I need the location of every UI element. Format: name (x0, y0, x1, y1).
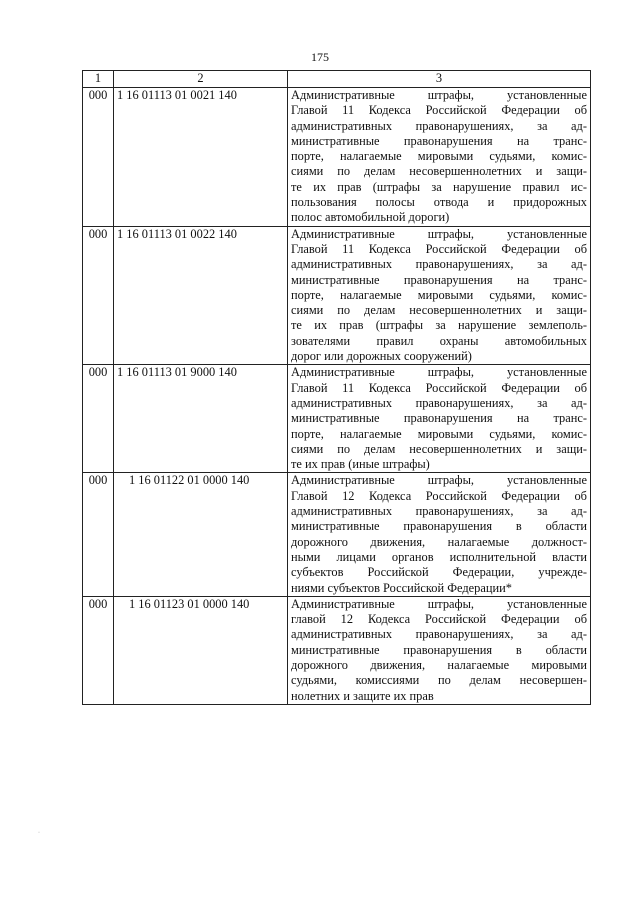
margin-mark: · (38, 830, 40, 836)
description-line: нолетних и защите их прав (291, 688, 434, 703)
description-line: субъектов Российской Федерации, учрежде- (291, 565, 587, 580)
description-line: порте, налагаемые мировыми судьями, комис- (291, 287, 587, 302)
table-row (83, 88, 591, 227)
description-line: министративные правонарушения на транс- (291, 133, 587, 148)
admin-code-cell: 000 (83, 365, 114, 473)
admin-code-cell: 000 (83, 226, 114, 365)
table-row (83, 473, 591, 596)
description-line: те их прав (штрафы за нарушение землеполь- (291, 318, 587, 333)
description-line: ниями субъектов Российской Федерации* (291, 580, 512, 595)
budget-code-cell: 1 16 01122 01 0000 140 (114, 473, 288, 596)
description-line: дорог или дорожных сооружений) (291, 349, 472, 364)
description-line: порте, налагаемые мировыми судьями, комис- (291, 426, 587, 441)
description-line: Главой 11 Кодекса Российской Федерации об (291, 241, 587, 256)
description-line: Административные штрафы, установленные (291, 596, 587, 611)
description-line: пользования полосы отвода и придорожных (291, 195, 587, 210)
description-line: полос автомобильной дороги) (291, 210, 450, 225)
description-line: Административные штрафы, установленные (291, 226, 587, 241)
admin-code-cell: 000 (83, 473, 114, 596)
description-line: ными лицами органов исполнительной власти (291, 549, 587, 564)
description-line: те их прав (штрафы за нарушение правил ис- (291, 179, 587, 194)
description-cell (288, 226, 591, 365)
page-number: 175 (311, 50, 329, 64)
description-line: Главой 11 Кодекса Российской Федерации об (291, 103, 587, 118)
description-line: дорожного движения, налагаемые должност- (291, 534, 587, 549)
description-cell (288, 88, 591, 227)
admin-code-cell: 000 (83, 596, 114, 704)
description-cell (288, 473, 591, 596)
description-line: судьями, комиссиями по делам несовершен- (291, 673, 587, 688)
header-col-2: 2 (114, 71, 288, 88)
description-line: министративные правонарушения на транс- (291, 411, 587, 426)
description-line: дорожного движения, налагаемые мировыми (291, 657, 587, 672)
budget-code-cell: 1 16 01113 01 0022 140 (114, 226, 288, 365)
description-line: административных правонарушениях, за ад- (291, 504, 587, 519)
description-line: Главой 12 Кодекса Российской Федерации об (291, 488, 587, 503)
header-col-3: 3 (288, 71, 591, 88)
description-line: сиями по делам несовершеннолетних и защи- (291, 303, 587, 318)
table-body (83, 88, 591, 705)
description-line: Административные штрафы, установленные (291, 88, 587, 102)
description-cell (288, 596, 591, 704)
description-line: зователями правил охраны автомобильных (291, 333, 587, 348)
header-row (83, 71, 591, 88)
description-line: административных правонарушениях, за ад- (291, 118, 587, 133)
header-col-1: 1 (83, 71, 114, 88)
table-row (83, 226, 591, 365)
description-line: Административные штрафы, установленные (291, 473, 587, 488)
description-line: сиями по делам несовершеннолетних и защи- (291, 441, 587, 456)
admin-code-cell: 000 (83, 88, 114, 227)
description-line: административных правонарушениях, за ад- (291, 257, 587, 272)
description-line: административных правонарушениях, за ад- (291, 395, 587, 410)
table-row (83, 596, 591, 704)
description-line: главой 12 Кодекса Российской Федерации об (291, 612, 587, 627)
budget-code-cell: 1 16 01123 01 0000 140 (114, 596, 288, 704)
description-line: те их прав (иные штрафы) (291, 457, 430, 472)
description-line: министративные правонарушения в области (291, 642, 587, 657)
description-line: министративные правонарушения в области (291, 519, 587, 534)
description-line: административных правонарушениях, за ад- (291, 627, 587, 642)
description-line: сиями по делам несовершеннолетних и защи- (291, 164, 587, 179)
description-line: Административные штрафы, установленные (291, 365, 587, 380)
description-line: порте, налагаемые мировыми судьями, комис- (291, 149, 587, 164)
budget-code-cell: 1 16 01113 01 0021 140 (114, 88, 288, 227)
table-row (83, 365, 591, 473)
budget-codes-table (82, 70, 591, 705)
table-header (83, 71, 591, 88)
description-line: министративные правонарушения на транс- (291, 272, 587, 287)
description-cell (288, 365, 591, 473)
description-line: Главой 11 Кодекса Российской Федерации об (291, 380, 587, 395)
budget-code-cell: 1 16 01113 01 9000 140 (114, 365, 288, 473)
